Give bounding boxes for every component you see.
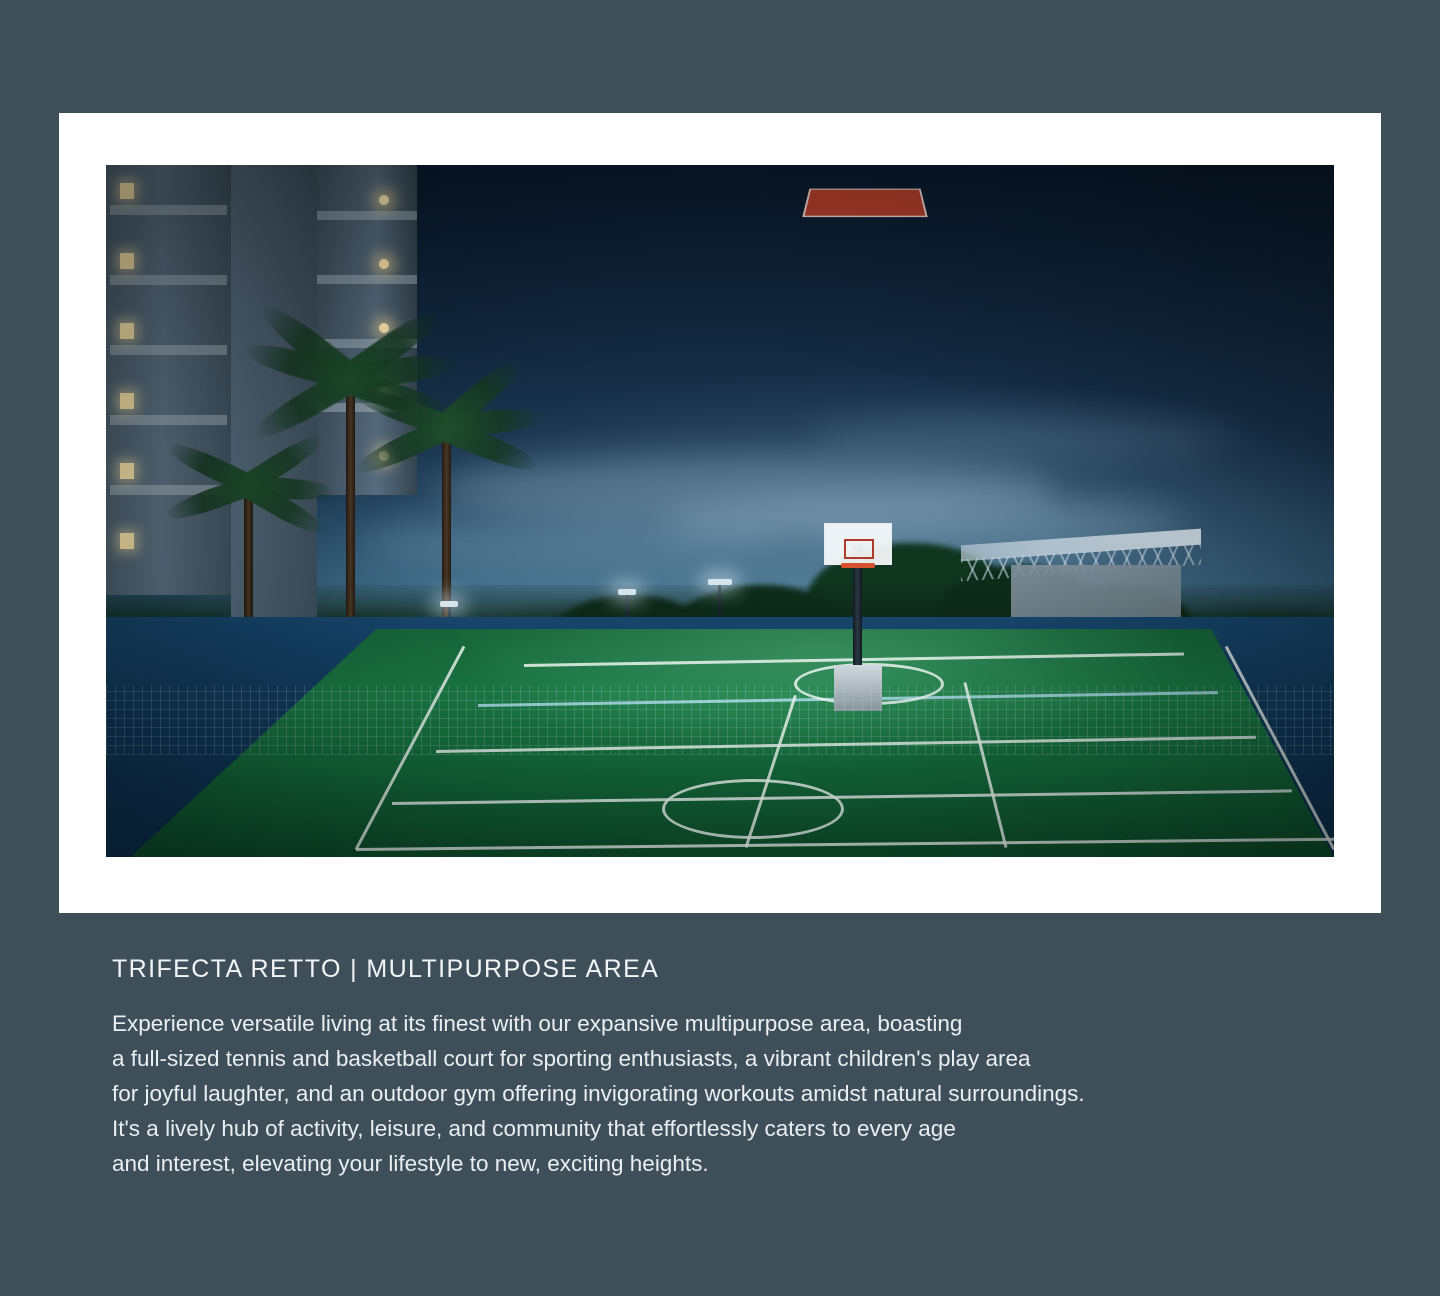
basketball-key	[802, 189, 928, 217]
lamp-head	[708, 579, 732, 585]
basketball-backboard	[824, 523, 892, 565]
caption-block	[112, 955, 1392, 1181]
caption-line: a full-sized tennis and basketball court for sporting enthusiasts, a vibrant children's play area	[112, 1046, 1031, 1071]
caption-line: and interest, elevating your lifestyle to new, exciting heights.	[112, 1151, 709, 1176]
lamp-head	[618, 589, 636, 595]
multipurpose-area-render	[106, 165, 1334, 857]
page-title: TRIFECTA RETTO | MULTIPURPOSE AREA	[112, 955, 660, 983]
caption-line: for joyful laughter, and an outdoor gym offering invigorating workouts amidst natural surroundings.	[112, 1081, 1085, 1106]
court-fence	[106, 685, 1334, 755]
image-card	[59, 113, 1381, 913]
caption-line: Experience versatile living at its finest with our expansive multipurpose area, boasting	[112, 1011, 963, 1036]
lamp-head	[440, 601, 458, 607]
court-center-circle	[662, 779, 844, 839]
basketball-rim	[841, 563, 875, 568]
backboard-square	[844, 539, 874, 559]
caption-line: It's a lively hub of activity, leisure, and community that effortlessly caters to every age	[112, 1116, 956, 1141]
caption-body	[112, 1006, 1392, 1181]
cloud	[806, 415, 1236, 461]
